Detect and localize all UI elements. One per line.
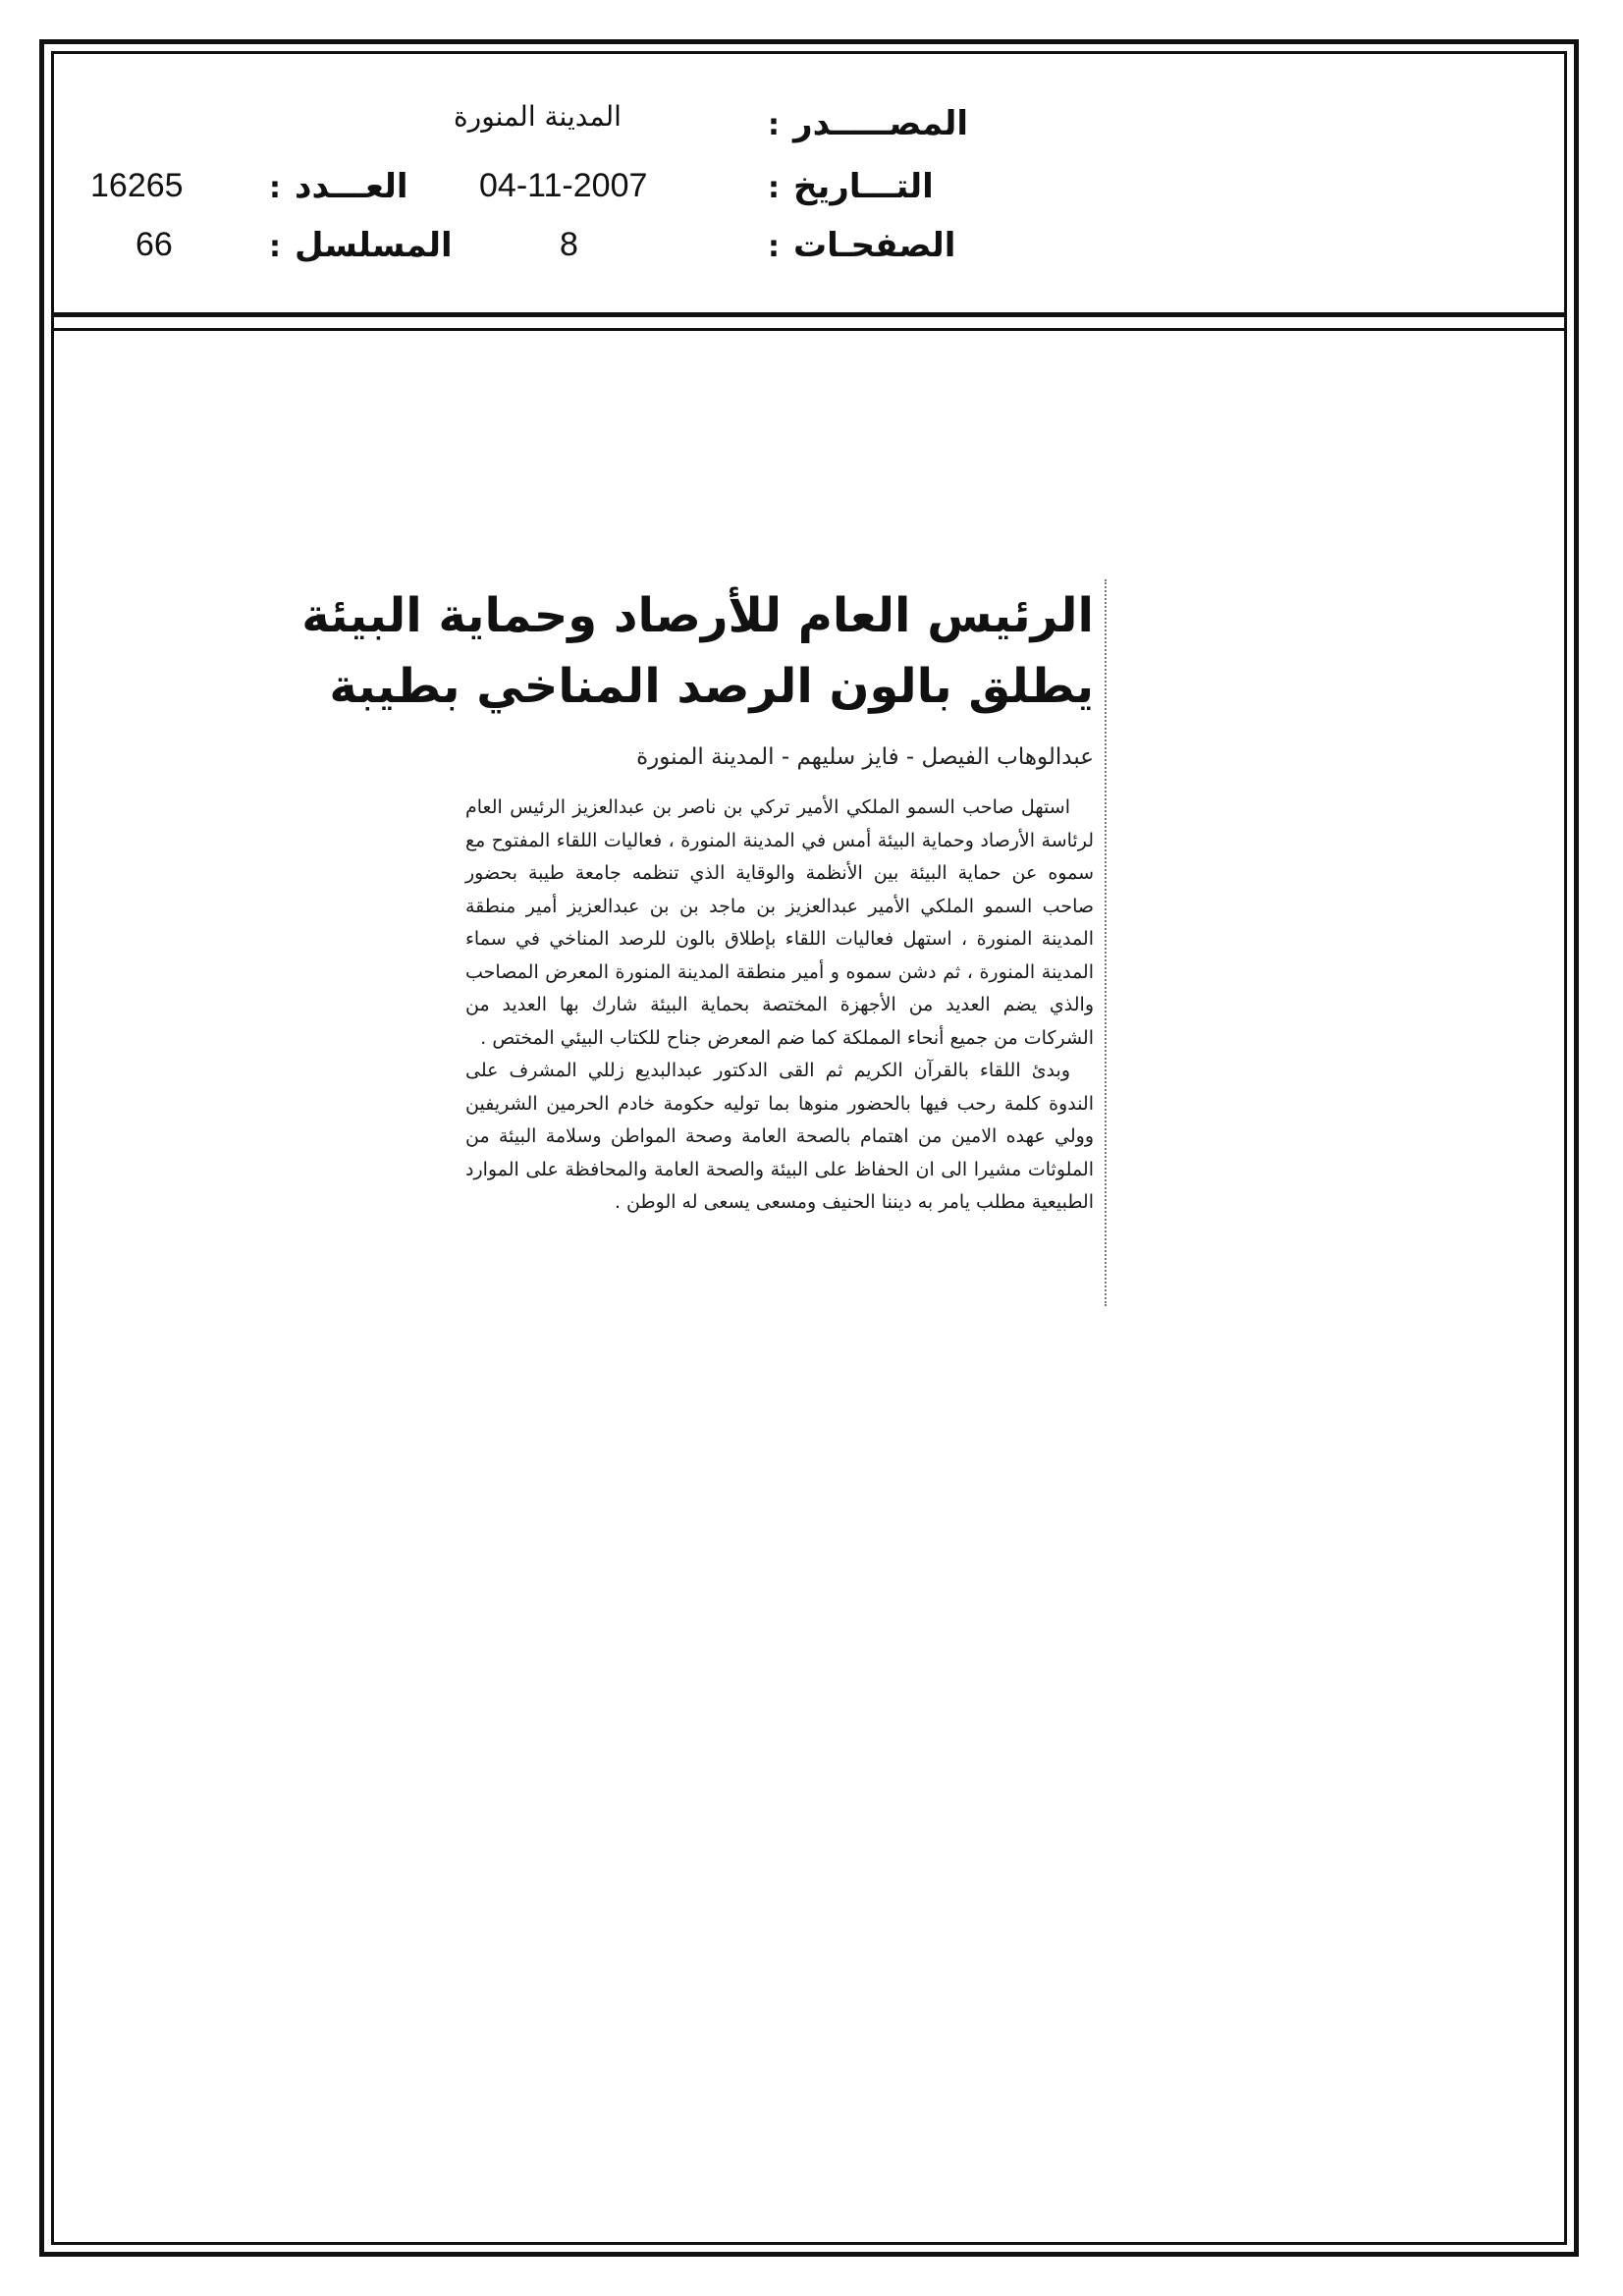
date-colon: : — [768, 171, 780, 205]
issue-label: العـــدد — [295, 167, 408, 206]
source-label: المصـــــدر — [793, 104, 969, 143]
article-paragraph-2: وبدئ اللقاء بالقرآن الكريم ثم القى الدكتور عبدالبديع زللي المشرف على الندوة كلمة رحب فيها بالحضور منوها بما توليه حكومة خادم الحرمين الشريفين وولي عهده الامين من اهتمام بالصحة العامة وصحة المواطن وسلامة البيئة من الملوثات مشيرا الى ان الحفاظ على البيئة والصحة العامة والمحافظة على الموارد الطبيعية مطلب يامر به ديننا الحنيف ومسعى يسعى له الوطن . — [465, 1060, 1094, 1213]
date-value: 04-11-2007 — [479, 167, 648, 204]
date-label: التـــاريخ — [793, 167, 934, 206]
headline-line-1: الرئيس العام للأرصاد وحماية البيئة — [301, 588, 1094, 643]
article-body — [465, 792, 1094, 1220]
serial-value: 66 — [135, 226, 173, 263]
source-value: المدينة المنورة — [454, 100, 622, 133]
pages-colon: : — [768, 230, 780, 264]
byline: عبدالوهاب الفيصل - فايز سليهم - المدينة المنورة — [636, 744, 1094, 770]
pages-value: 8 — [560, 226, 578, 263]
headline-line-2: يطلق بالون الرصد المناخي بطيبة — [329, 659, 1094, 714]
article-clipping — [301, 570, 1139, 1316]
issue-value: 16265 — [90, 167, 184, 204]
pages-label: الصفحـات — [793, 226, 956, 265]
header-separator-thick — [51, 312, 1567, 317]
header-separator-thin — [51, 328, 1567, 331]
article-paragraph-1: استهل صاحب السمو الملكي الأمير تركي بن ناصر بن عبدالعزيز الرئيس العام لرئاسة الأرصاد وحماية البيئة أمس في المدينة المنورة ، فعاليات اللقاء المفتوح مع سموه عن حماية البيئة بين الأنظمة والوقاية الذي تنظمه جامعة طيبة بحضور صاحب السمو الملكي الأمير عبدالعزيز بن ماجد بن بن عبدالعزيز أمير منطقة المدينة المنورة ، استهل فعاليات اللقاء بإطلاق بالون للرصد المناخي في سماء المدينة المنورة ، ثم دشن سموه و أمير منطقة المدينة المنورة المعرض المصاحب والذي يضم العديد من الأجهزة المختصة بحماية البيئة شارك بها العديد من الشركات من جميع أنحاء المملكة كما ضم المعرض جناح للكتاب البيئي المختص . — [465, 796, 1094, 1049]
issue-colon: : — [269, 171, 281, 205]
source-colon: : — [768, 108, 780, 142]
serial-colon: : — [269, 230, 281, 264]
serial-label: المسلسل — [295, 226, 453, 265]
